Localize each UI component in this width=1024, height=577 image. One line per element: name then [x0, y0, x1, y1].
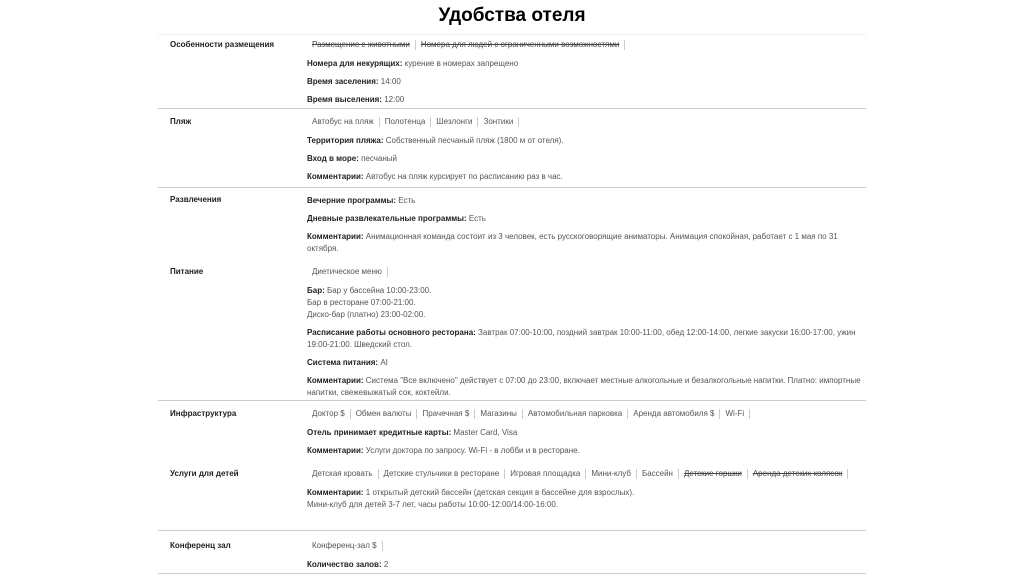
info-field [307, 357, 862, 369]
amenity-tag: Полотенца [380, 117, 432, 127]
page-title: Удобства отеля [438, 5, 586, 26]
amenity-tag: Детские стульчики в ресторане [379, 469, 506, 479]
info-field [307, 445, 862, 457]
amenity-tags [307, 409, 862, 427]
field-extra-line: Мини-клуб для детей 3-7 лет, часы работы 10:00-12:00/14:00-16:00. [307, 500, 558, 509]
info-field [307, 153, 862, 165]
amenity-tag: Размещение с животными [307, 40, 416, 50]
field-key: Отель принимает кредитные карты: [307, 428, 452, 437]
info-field [307, 195, 862, 207]
section-content [307, 469, 862, 517]
field-extra-line: Бар в ресторане 07:00-21:00. [307, 298, 416, 307]
info-field [307, 58, 862, 70]
amenity-tag: Мини-клуб [586, 469, 637, 479]
field-key: Комментарии: [307, 376, 364, 385]
info-field [307, 231, 862, 255]
field-value: Система "Все включено" действует с 07:00 до 23:00, включает местные алкогольные и безалкогольные напитки. Платно: импортные напитки, свежевыжатый сок, коктейли. [307, 376, 861, 397]
field-key: Количество залов: [307, 560, 382, 569]
field-value: 14:00 [378, 77, 401, 86]
field-key: Вечерние программы: [307, 196, 397, 205]
field-key: Время заселения: [307, 77, 379, 86]
field-value: AI [378, 358, 388, 367]
field-key: Бар: [307, 286, 325, 295]
field-value: Завтрак 07:00-10:00, поздний завтрак 10:00-11:00, обед 12:00-14:00, легкие закуски 16:00-17:00, ужин 19:00-21:00. Шведский стол. [307, 328, 856, 349]
field-key: Расписание работы основного ресторана: [307, 328, 476, 337]
field-key: Комментарии: [307, 232, 364, 241]
section-label: Особенности размещения [170, 40, 275, 49]
amenity-tag: Доктор $ [307, 409, 351, 419]
amenity-tag: Шезлонги [431, 117, 478, 127]
section-label: Пляж [170, 117, 192, 126]
field-value: Услуги доктора по запросу. Wi-Fi - в лобби и в ресторане. [363, 446, 580, 455]
info-field [307, 375, 862, 399]
amenity-tag: Номера для людей с ограниченными возможностями [416, 40, 626, 50]
section-content [307, 40, 862, 112]
section-label: Услуги для детей [170, 469, 239, 478]
amenities-panel [158, 34, 866, 577]
field-key: Система питания: [307, 358, 379, 367]
field-value: 2 [381, 560, 389, 569]
section-label: Конференц зал [170, 541, 231, 550]
info-field [307, 76, 862, 88]
field-value: Есть [466, 214, 486, 223]
amenity-tag: Аренда детских колясок [748, 469, 849, 479]
amenity-tag: Детские горшки [679, 469, 748, 479]
amenity-tags [307, 267, 862, 285]
field-key: Вход в море: [307, 154, 359, 163]
field-value: Собственный песчаный пляж (1800 м от отеля). [383, 136, 564, 145]
section-divider [158, 573, 866, 574]
amenity-tag: Бассейн [637, 469, 679, 479]
amenity-tags [307, 541, 862, 559]
info-field [307, 487, 862, 511]
amenity-tag: Диетическое меню [307, 267, 388, 277]
amenity-tags [307, 117, 862, 135]
amenity-tags [307, 469, 862, 487]
section-divider [158, 530, 866, 531]
field-key: Комментарии: [307, 488, 364, 497]
section-label: Питание [170, 267, 204, 276]
section-divider [158, 108, 866, 109]
amenity-tag: Wi-Fi [720, 409, 750, 419]
field-value: 1 открытый детский бассейн (детская секция в бассейне для взрослых). [363, 488, 635, 497]
section-label: Инфраструктура [170, 409, 237, 418]
field-value: Есть [396, 196, 416, 205]
section-label: Развлечения [170, 195, 222, 204]
section-content [307, 117, 862, 189]
amenity-tag: Автобус на пляж [307, 117, 380, 127]
field-value: Автобус на пляж курсирует по расписанию раз в час. [363, 172, 563, 181]
info-field [307, 94, 862, 106]
amenity-tag: Детская кровать [307, 469, 379, 479]
info-field [307, 285, 862, 321]
amenity-tag: Обмен валюты [351, 409, 418, 419]
section-content [307, 267, 862, 405]
amenity-tag: Магазины [475, 409, 523, 419]
info-field [307, 427, 862, 439]
field-value: курение в номерах запрещено [402, 59, 519, 68]
info-field [307, 171, 862, 183]
field-key: Комментарии: [307, 172, 364, 181]
info-field [307, 559, 862, 571]
field-value: Бар у бассейна 10:00-23:00. [324, 286, 432, 295]
section-divider [158, 187, 866, 188]
amenity-tag: Конференц-зал $ [307, 541, 383, 551]
amenity-tags [307, 40, 862, 58]
field-key: Дневные развлекательные программы: [307, 214, 467, 223]
field-value: Master Card, Visa [451, 428, 518, 437]
amenity-tag: Прачечная $ [417, 409, 475, 419]
field-key: Время выселения: [307, 95, 382, 104]
field-key: Номера для некурящих: [307, 59, 403, 68]
amenity-tag: Зонтики [478, 117, 519, 127]
field-key: Комментарии: [307, 446, 364, 455]
section-content [307, 195, 862, 261]
amenity-tag: Автомобильная парковка [523, 409, 628, 419]
info-field [307, 135, 862, 147]
field-value: 12:00 [381, 95, 405, 104]
amenity-tag: Аренда автомобиля $ [628, 409, 720, 419]
amenity-tag: Игровая площадка [505, 469, 586, 479]
field-extra-line: Диско-бар (платно) 23:00-02:00. [307, 310, 426, 319]
info-field [307, 327, 862, 351]
info-field [307, 213, 862, 225]
field-value: песчаный [358, 154, 398, 163]
section-content [307, 541, 862, 577]
section-divider [158, 400, 866, 401]
field-value: Анимационная команда состоит из 3 человек, есть русскоговорящие аниматоры. Анимация спокойная, работает с 1 мая по 31 октября. [307, 232, 838, 253]
section-content [307, 409, 862, 463]
field-key: Территория пляжа: [307, 136, 384, 145]
